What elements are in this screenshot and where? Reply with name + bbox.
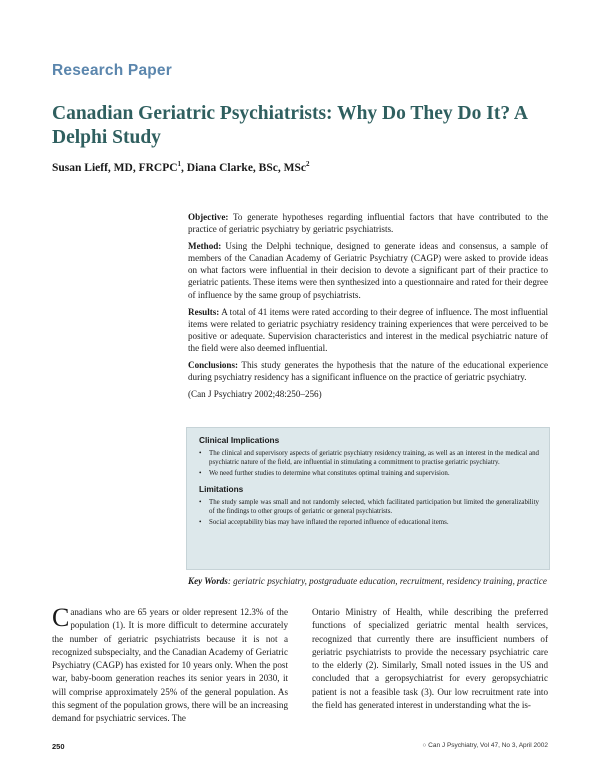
limitations-list	[199, 498, 539, 527]
journal-footer	[422, 742, 548, 749]
abstract-text: A total of 41 items were rated according to their degree of influence. The most influential items were related to geriatric psychiatry residency training experiences that were perceived to be positive or adequate. Supervision characteristics and interest in the medical psychiatric nature of the field were also deemed influential.	[188, 306, 548, 353]
key-words-text: : geriatric psychiatry, postgraduate education, recruitment, residency training, practice	[227, 576, 547, 586]
body-column-left	[52, 603, 288, 726]
body-column-right	[312, 606, 548, 712]
abstract-objective	[188, 211, 548, 235]
clinical-implications-box	[186, 427, 550, 570]
list-item: • Social acceptability bias may have inflated the reported influence of educational items.	[199, 518, 539, 527]
abstract-text: To generate hypotheses regarding influential factors that have contributed to the practice of geriatric psychiatry by geriatric psychiatrists.	[188, 212, 548, 235]
abstract-label: Results:	[188, 306, 220, 317]
affiliation-marker: 2	[305, 160, 310, 168]
section-label: Research Paper	[52, 62, 172, 79]
copyright-icon: ○	[422, 742, 427, 749]
abstract-label: Method:	[188, 241, 222, 252]
list-item: • The study sample was small and not randomly selected, which facilitated participation but limited the generalizability of the findings to other groups of geriatric or general psychiatrists.	[199, 498, 539, 516]
abstract-results	[188, 306, 548, 354]
page-number: 250	[52, 742, 65, 751]
clinical-implications-list	[199, 449, 539, 478]
abstract-method	[188, 240, 548, 300]
key-words-label: Key Words	[188, 576, 228, 586]
body-text: Ontario Ministry of Health, while describing the preferred functions of specialized geriatric mental health services, recognized that currently there are insufficient numbers of geriatric psychiatrists to provide the necessary psychiatric care to the elderly (2). Similarly, Small noted issues in the US and concluded that a geropsychiatrist for every geropsychiatric patient is not a feasible task (3). Our low recruitment rate into the field has generated interest in understanding what the is-	[312, 607, 548, 711]
abstract	[188, 211, 548, 405]
author-separator: ,	[181, 161, 187, 174]
list-item: • The clinical and supervisory aspects of geriatric psychiatry residency training, as well as an interest in the medical and psychiatric nature of the field, are influential in stimulating a commitment to practise geriatric psychiatry.	[199, 449, 539, 467]
author-name: Susan Lieff, MD, FRCPC	[52, 161, 178, 174]
journal-citation: Can J Psychiatry, Vol 47, No 3, April 2002	[428, 742, 548, 749]
limitations-heading: Limitations	[199, 484, 244, 495]
article-title: Canadian Geriatric Psychiatrists: Why Do They Do It? A Delphi Study	[52, 103, 527, 148]
abstract-label: Objective:	[188, 212, 229, 222]
author-name: Diana Clarke, BSc, MSc	[186, 161, 306, 174]
affiliation-marker: 1	[177, 160, 182, 168]
clinical-implications-heading: Clinical Implications	[199, 435, 280, 445]
abstract-text: This study generates the hypothesis that the nature of the educational experience during psychiatry residency has a significant influence on the practice of geriatric psychiatry.	[188, 360, 548, 383]
body-text: anadians who are 65 years or older represent 12.3% of the population (1). It is more difficult to determine accurately the number of geriatric psychiatrists because it is not a recognized subspecialty, and the Canadian Academy of Geriatric Psychiatry (CAGP) has existed for 10 years only. When the post war, baby-boom generation reaches its senior years in 2030, it will comprise approximately 25% of the general population. As this segment of the population grows, there will be an increasing demand for psychiatric services. The	[52, 607, 288, 724]
key-words	[188, 576, 550, 588]
abstract-label: Conclusions:	[188, 360, 239, 371]
drop-cap: C	[52, 603, 70, 632]
citation: (Can J Psychiatry 2002;48:250–256)	[188, 389, 322, 400]
abstract-conclusions	[188, 359, 548, 383]
abstract-text: Using the Delphi technique, designed to generate ideas and consensus, a sample of members of the Canadian Academy of Geriatric Psychiatry (CAGP) were asked to provide ideas on what factors were influential in their decision to devote a significant part of their practice to geriatric patients. These items were then synthesized into a questionnaire and rated for their degree of influence by the same group of psychiatrists.	[188, 241, 548, 300]
list-item: • We need further studies to determine what constitutes optimal training and supervision.	[199, 469, 539, 478]
author-line	[52, 160, 309, 174]
